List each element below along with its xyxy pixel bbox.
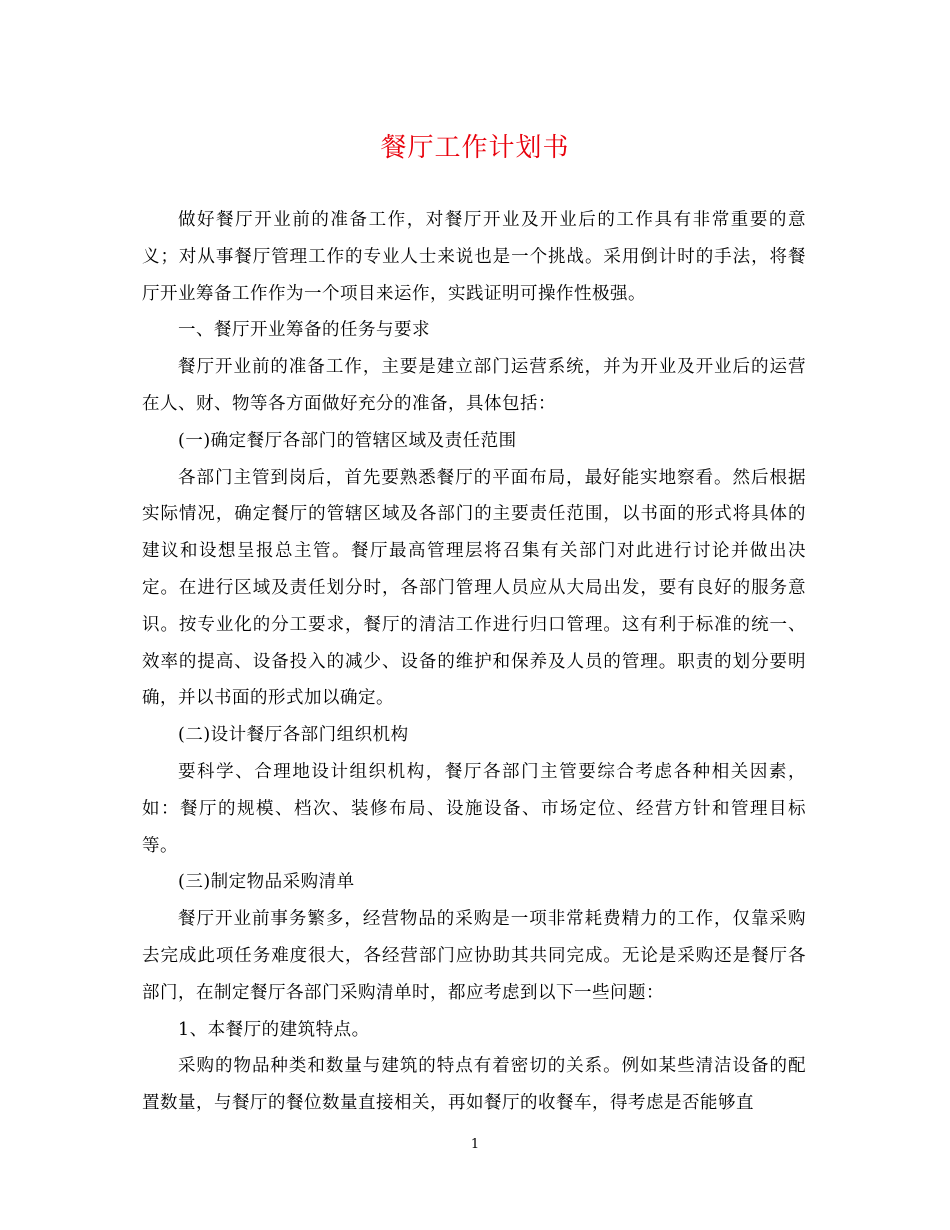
paragraph: 各部门主管到岗后，首先要熟悉餐厅的平面布局，最好能实地察看。然后根据实际情况，确定餐厅的管辖区域及各部门的主要责任范围，以书面的形式将具体的建议和设想呈报总主管。餐厅最高管理层将召集有关部门对此进行讨论并做出决定。在进行区域及责任划分时，各部门管理人员应从大局出发，要有良好的服务意识。按专业化的分工要求，餐厅的清洁工作进行归口管理。这有利于标准的统一、效率的提高、设备投入的减少、设备的维护和保养及人员的管理。职责的划分要明确，并以书面的形式加以确定。 bbox=[142, 467, 806, 709]
document-body bbox=[142, 202, 806, 1122]
page-number: 1 bbox=[470, 1137, 480, 1152]
section-heading-1: 一、餐厅开业筹备的任务与要求 bbox=[178, 320, 430, 341]
document-title: 餐厅工作计划书 bbox=[380, 133, 570, 163]
subsection-heading-1: (一)确定餐厅各部门的管辖区域及责任范围 bbox=[178, 430, 517, 451]
paragraph: 餐厅开业前事务繁多，经营物品的采购是一项非常耗费精力的工作，仅靠采购去完成此项任务难度很大，各经营部门应协助其共同完成。无论是采购还是餐厅各部门，在制定餐厅各部门采购清单时，都应考虑到以下一些问题： bbox=[142, 909, 806, 1003]
subsection-heading-3: (三)制定物品采购清单 bbox=[178, 872, 355, 893]
paragraph: 要科学、合理地设计组织机构，餐厅各部门主管要综合考虑各种相关因素，如：餐厅的规模、档次、装修布局、设施设备、市场定位、经营方针和管理目标等。 bbox=[142, 761, 806, 856]
subsection-heading-2: (二)设计餐厅各部门组织机构 bbox=[178, 725, 409, 746]
list-heading-1: 1、本餐厅的建筑特点。 bbox=[178, 1019, 370, 1040]
paragraph: 餐厅开业前的准备工作，主要是建立部门运营系统，并为开业及开业后的运营在人、财、物等各方面做好充分的准备，具体包括： bbox=[142, 357, 806, 414]
paragraph: 采购的物品种类和数量与建筑的特点有着密切的关系。例如某些清洁设备的配置数量，与餐厅的餐位数量直接相关，再如餐厅的收餐车，得考虑是否能够直 bbox=[142, 1056, 806, 1114]
paragraph-intro: 做好餐厅开业前的准备工作，对餐厅开业及开业后的工作具有非常重要的意义；对从事餐厅管理工作的专业人士来说也是一个挑战。采用倒计时的手法，将餐厅开业筹备工作作为一个项目来运作，实践证明可操作性极强。 bbox=[142, 210, 806, 304]
